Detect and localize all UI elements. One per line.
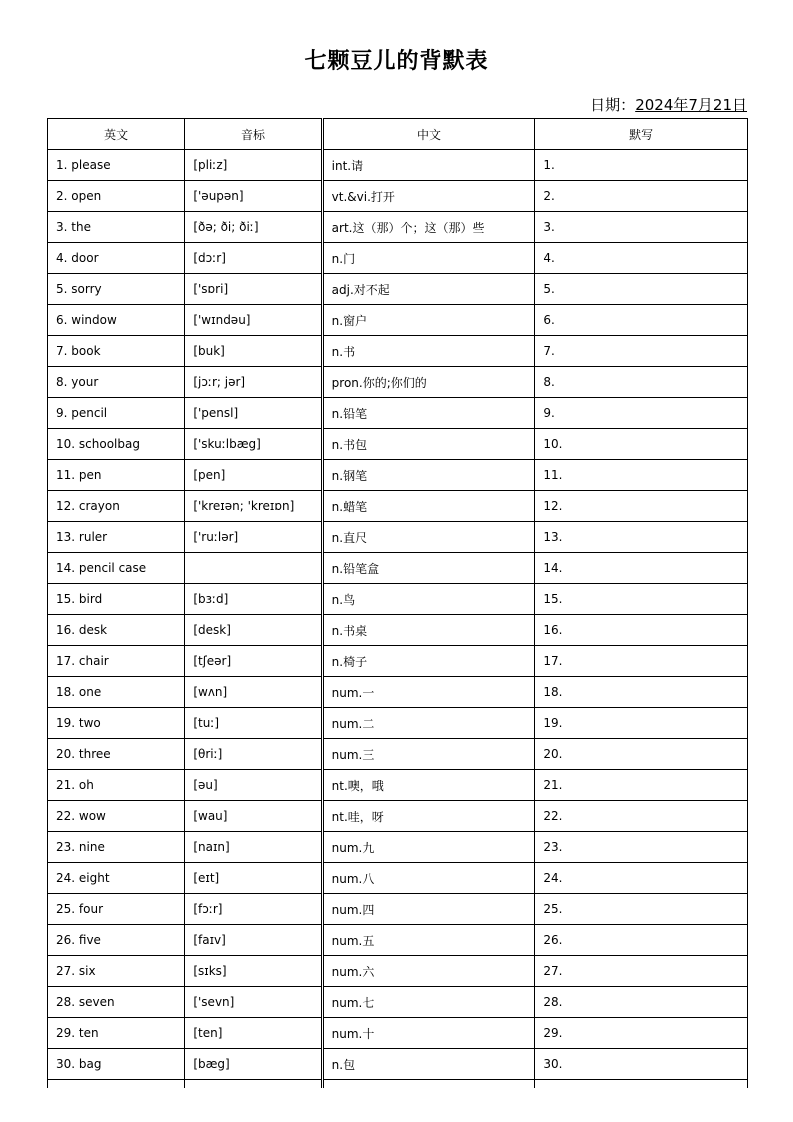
cell-phonetic: ['kreɪən; 'kreɪɒn] <box>185 491 322 522</box>
cell-empty <box>185 1080 322 1089</box>
cell-dictation: 18. <box>535 677 748 708</box>
table-row <box>48 181 748 212</box>
cell-chinese: nt.噢，哦 <box>322 770 535 801</box>
cell-dictation: 11. <box>535 460 748 491</box>
table-row <box>48 491 748 522</box>
header-dictation: 默写 <box>535 119 748 150</box>
table-row <box>48 584 748 615</box>
table-row <box>48 398 748 429</box>
cell-dictation: 13. <box>535 522 748 553</box>
cell-english: 21. oh <box>48 770 185 801</box>
cell-phonetic: ['əupən] <box>185 181 322 212</box>
cell-dictation: 15. <box>535 584 748 615</box>
cell-chinese: int.请 <box>322 150 535 181</box>
cell-english: 8. your <box>48 367 185 398</box>
cell-dictation: 29. <box>535 1018 748 1049</box>
cell-phonetic: [faɪv] <box>185 925 322 956</box>
cell-chinese: nt.哇，呀 <box>322 801 535 832</box>
cell-dictation: 30. <box>535 1049 748 1080</box>
cell-phonetic: [dɔːr] <box>185 243 322 274</box>
cell-chinese: num.八 <box>322 863 535 894</box>
table-row <box>48 677 748 708</box>
cell-english: 24. eight <box>48 863 185 894</box>
cell-chinese: num.十 <box>322 1018 535 1049</box>
table-row-partial <box>48 1080 748 1089</box>
cell-phonetic: [tʃeər] <box>185 646 322 677</box>
cell-english: 11. pen <box>48 460 185 491</box>
cell-dictation: 6. <box>535 305 748 336</box>
cell-dictation: 24. <box>535 863 748 894</box>
cell-english: 14. pencil case <box>48 553 185 584</box>
table-row <box>48 770 748 801</box>
table-row <box>48 243 748 274</box>
cell-phonetic: ['ruːlər] <box>185 522 322 553</box>
cell-english: 4. door <box>48 243 185 274</box>
cell-chinese: n.书 <box>322 336 535 367</box>
cell-chinese: art.这（那）个；这（那）些 <box>322 212 535 243</box>
cell-chinese: num.一 <box>322 677 535 708</box>
cell-english: 26. five <box>48 925 185 956</box>
table-row <box>48 956 748 987</box>
table-row <box>48 429 748 460</box>
cell-phonetic: [wʌn] <box>185 677 322 708</box>
cell-phonetic: ['pensl] <box>185 398 322 429</box>
table-row <box>48 925 748 956</box>
cell-english: 7. book <box>48 336 185 367</box>
table-row <box>48 615 748 646</box>
cell-phonetic: [fɔːr] <box>185 894 322 925</box>
cell-chinese: n.蜡笔 <box>322 491 535 522</box>
cell-phonetic: ['skuːlbæg] <box>185 429 322 460</box>
cell-dictation: 17. <box>535 646 748 677</box>
cell-phonetic: ['wɪndəu] <box>185 305 322 336</box>
cell-dictation: 28. <box>535 987 748 1018</box>
cell-dictation: 22. <box>535 801 748 832</box>
cell-english: 25. four <box>48 894 185 925</box>
table-row <box>48 460 748 491</box>
cell-phonetic: [pliːz] <box>185 150 322 181</box>
cell-english: 27. six <box>48 956 185 987</box>
cell-dictation: 14. <box>535 553 748 584</box>
cell-chinese: n.钢笔 <box>322 460 535 491</box>
cell-dictation: 16. <box>535 615 748 646</box>
cell-chinese: n.铅笔 <box>322 398 535 429</box>
cell-english: 9. pencil <box>48 398 185 429</box>
table-row <box>48 305 748 336</box>
cell-chinese: num.二 <box>322 708 535 739</box>
cell-dictation: 10. <box>535 429 748 460</box>
cell-dictation: 12. <box>535 491 748 522</box>
cell-phonetic: [desk] <box>185 615 322 646</box>
date-label: 日期： <box>590 96 636 114</box>
cell-dictation: 20. <box>535 739 748 770</box>
cell-phonetic <box>185 553 322 584</box>
cell-chinese: num.三 <box>322 739 535 770</box>
cell-chinese: vt.&vi.打开 <box>322 181 535 212</box>
cell-dictation: 25. <box>535 894 748 925</box>
cell-phonetic: [naɪn] <box>185 832 322 863</box>
cell-english: 18. one <box>48 677 185 708</box>
cell-english: 13. ruler <box>48 522 185 553</box>
header-phonetic: 音标 <box>185 119 322 150</box>
cell-chinese: num.五 <box>322 925 535 956</box>
table-row <box>48 801 748 832</box>
cell-dictation: 19. <box>535 708 748 739</box>
table-row <box>48 987 748 1018</box>
vocab-table <box>47 118 748 1088</box>
table-row <box>48 739 748 770</box>
table-row <box>48 150 748 181</box>
cell-english: 17. chair <box>48 646 185 677</box>
table-row <box>48 646 748 677</box>
table-row <box>48 212 748 243</box>
cell-english: 10. schoolbag <box>48 429 185 460</box>
cell-chinese: pron.你的;你们的 <box>322 367 535 398</box>
cell-phonetic: [sɪks] <box>185 956 322 987</box>
table-row <box>48 832 748 863</box>
table-row <box>48 367 748 398</box>
cell-phonetic: ['sɒri] <box>185 274 322 305</box>
table-row <box>48 708 748 739</box>
cell-phonetic: [jɔːr; jər] <box>185 367 322 398</box>
cell-chinese: num.七 <box>322 987 535 1018</box>
cell-dictation: 8. <box>535 367 748 398</box>
cell-dictation: 27. <box>535 956 748 987</box>
table-row <box>48 553 748 584</box>
cell-phonetic: [wau] <box>185 801 322 832</box>
cell-dictation: 4. <box>535 243 748 274</box>
cell-phonetic: [əu] <box>185 770 322 801</box>
table-row <box>48 522 748 553</box>
page-title: 七颗豆儿的背默表 <box>304 49 489 74</box>
cell-english: 28. seven <box>48 987 185 1018</box>
cell-dictation: 26. <box>535 925 748 956</box>
cell-chinese: n.书包 <box>322 429 535 460</box>
table-row <box>48 1018 748 1049</box>
cell-dictation: 21. <box>535 770 748 801</box>
cell-phonetic: [eɪt] <box>185 863 322 894</box>
cell-chinese: n.门 <box>322 243 535 274</box>
table-row <box>48 894 748 925</box>
table-row <box>48 274 748 305</box>
date-line <box>590 94 747 115</box>
cell-english: 20. three <box>48 739 185 770</box>
cell-dictation: 7. <box>535 336 748 367</box>
cell-dictation: 5. <box>535 274 748 305</box>
cell-english: 19. two <box>48 708 185 739</box>
cell-english: 6. window <box>48 305 185 336</box>
cell-chinese: n.铅笔盒 <box>322 553 535 584</box>
cell-chinese: n.椅子 <box>322 646 535 677</box>
cell-dictation: 9. <box>535 398 748 429</box>
cell-english: 5. sorry <box>48 274 185 305</box>
cell-phonetic: [θriː] <box>185 739 322 770</box>
cell-dictation: 1. <box>535 150 748 181</box>
cell-phonetic: [buk] <box>185 336 322 367</box>
cell-dictation: 3. <box>535 212 748 243</box>
cell-english: 22. wow <box>48 801 185 832</box>
cell-english: 3. the <box>48 212 185 243</box>
cell-phonetic: ['sevn] <box>185 987 322 1018</box>
cell-chinese: n.直尺 <box>322 522 535 553</box>
cell-chinese: num.四 <box>322 894 535 925</box>
cell-dictation: 23. <box>535 832 748 863</box>
cell-phonetic: [bæg] <box>185 1049 322 1080</box>
cell-chinese: num.六 <box>322 956 535 987</box>
cell-english: 2. open <box>48 181 185 212</box>
cell-phonetic: [pen] <box>185 460 322 491</box>
vocab-body <box>48 150 748 1089</box>
cell-chinese: n.窗户 <box>322 305 535 336</box>
cell-chinese: n.鸟 <box>322 584 535 615</box>
cell-empty <box>535 1080 748 1089</box>
table-row <box>48 863 748 894</box>
table-row <box>48 1049 748 1080</box>
cell-phonetic: [bɜːd] <box>185 584 322 615</box>
cell-phonetic: [tuː] <box>185 708 322 739</box>
cell-english: 16. desk <box>48 615 185 646</box>
header-chinese: 中文 <box>322 119 535 150</box>
table-row <box>48 336 748 367</box>
cell-empty <box>322 1080 535 1089</box>
cell-chinese: n.书桌 <box>322 615 535 646</box>
header-row <box>48 119 748 150</box>
cell-english: 1. please <box>48 150 185 181</box>
cell-english: 23. nine <box>48 832 185 863</box>
cell-english: 29. ten <box>48 1018 185 1049</box>
cell-chinese: n.包 <box>322 1049 535 1080</box>
header-english: 英文 <box>48 119 185 150</box>
cell-phonetic: [ten] <box>185 1018 322 1049</box>
cell-english: 30. bag <box>48 1049 185 1080</box>
cell-chinese: num.九 <box>322 832 535 863</box>
cell-empty <box>48 1080 185 1089</box>
cell-chinese: adj.对不起 <box>322 274 535 305</box>
cell-dictation: 2. <box>535 181 748 212</box>
cell-english: 12. crayon <box>48 491 185 522</box>
cell-english: 15. bird <box>48 584 185 615</box>
date-value: 2024年7月21日 <box>635 96 747 114</box>
cell-phonetic: [ðə; ði; ðiː] <box>185 212 322 243</box>
